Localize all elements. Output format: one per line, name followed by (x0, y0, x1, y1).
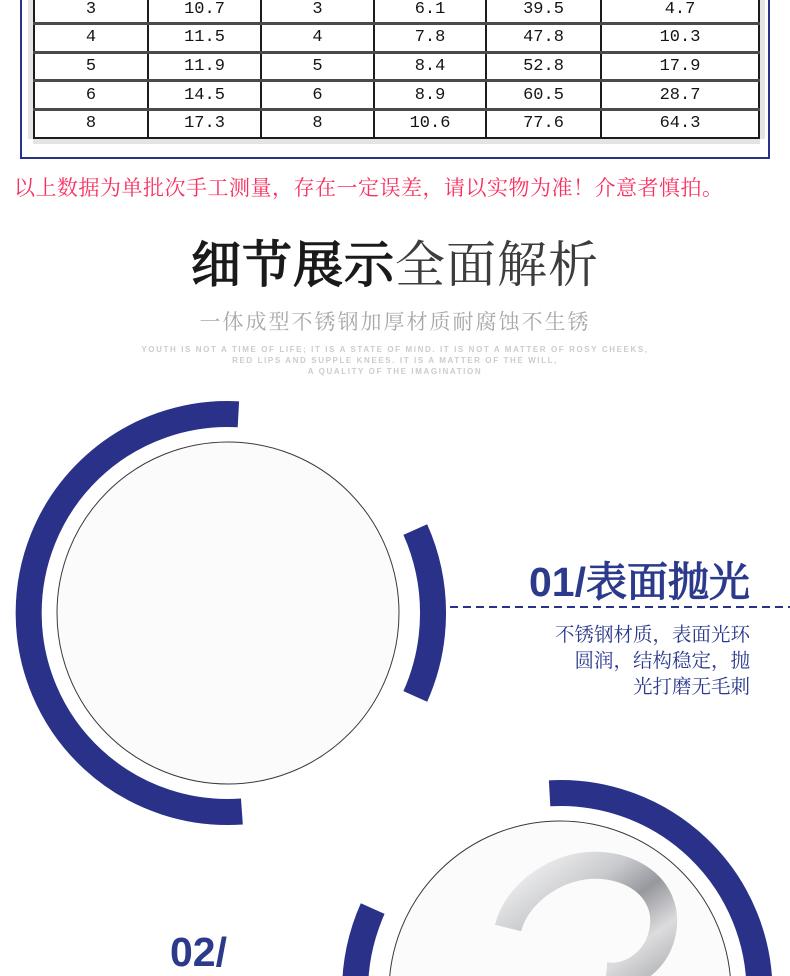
table-cell: 10.7 (148, 0, 261, 24)
section1-description (555, 622, 750, 700)
table-cell: 5 (261, 52, 374, 81)
section1-heading: 01/表面抛光 (529, 559, 750, 605)
page-title-light: 全面解析 (395, 237, 599, 293)
table-cell: 28.7 (601, 81, 759, 110)
decor-arc-left-small-2 (355, 909, 373, 976)
page-title-bold: 细节展示 (191, 237, 395, 293)
table-cell: 14.5 (148, 81, 261, 110)
table-cell: 10.6 (374, 109, 486, 138)
table-cell: 60.5 (486, 81, 601, 110)
text-line: YOUTH IS NOT A TIME OF LIFE; IT IS A STATE OF MIND. IT IS NOT A MATTER OF ROSY CHEEKS, (141, 344, 649, 354)
text-line: 圆润，结构稳定，抛 (574, 650, 750, 672)
table-cell: 5 (34, 52, 148, 81)
product-photo-1 (57, 442, 399, 784)
table-cell: 17.9 (601, 52, 759, 81)
table-cell: 6 (261, 81, 374, 110)
table-cell: 11.9 (148, 52, 261, 81)
table-cell: 77.6 (486, 109, 601, 138)
table-cell: 3 (85, 0, 97, 19)
table-cell: 8.4 (374, 52, 486, 81)
table-cell: 6 (34, 81, 148, 110)
text-line: A QUALITY OF THE IMAGINATION (307, 366, 483, 376)
table-cell: 3 (261, 0, 374, 24)
table-cell: 4 (261, 24, 374, 53)
text-line: 不锈钢材质，表面光环 (554, 624, 750, 646)
table-cell: 52.8 (486, 52, 601, 81)
table-cell: 4.7 (601, 0, 759, 24)
title-subtitle: 一体成型不锈钢加厚材质耐腐蚀不生锈 (199, 310, 591, 334)
table-cell: 7.8 (374, 24, 486, 53)
table-cell: 8.9 (374, 81, 486, 110)
text-line: 光打磨无毛刺 (632, 676, 750, 698)
table-cell: 39.5 (486, 0, 601, 24)
table-cell: 8 (34, 109, 148, 138)
table-cell: 6.1 (374, 0, 486, 24)
table-cell: 8 (261, 109, 374, 138)
table-cell: 47.8 (486, 24, 601, 53)
table-cell: 4 (34, 24, 148, 53)
section2-heading-partial: 02/ (170, 929, 227, 975)
table-cell: 11.5 (148, 24, 261, 53)
table-cell: 17.3 (148, 109, 261, 138)
table-cell: 10.3 (601, 24, 759, 53)
decor-arc-right-small (415, 530, 433, 697)
table-cell: 64.3 (601, 109, 759, 138)
text-line: RED LIPS AND SUPPLE KNEES. IT IS A MATTER OF THE WILL, (232, 355, 558, 365)
measurement-note: 以上数据为单批次手工测量，存在一定误差，请以实物为准！介意者慎拍。 (14, 177, 724, 200)
